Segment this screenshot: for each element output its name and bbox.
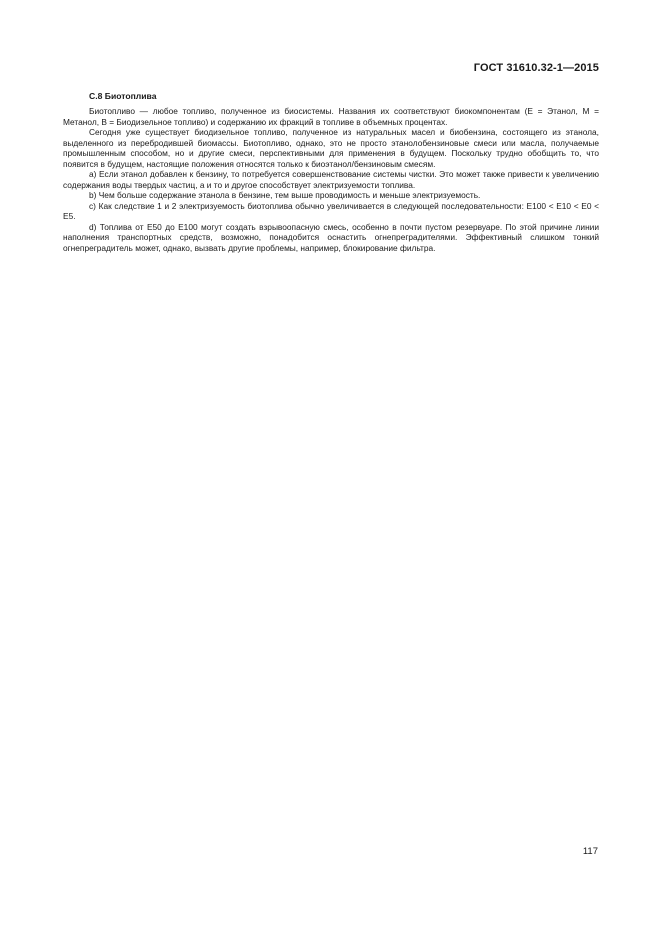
- paragraph-item-d: d) Топлива от Е50 до Е100 могут создать взрывоопасную смесь, особенно в почти пустом резервуаре. По этой причине линии наполнения транспортных средств, возможно, понадобится оснастить огнепреградителями. Эффективный слишком тонкий огнепреградитель может, однако, вызвать другие проблемы, например, блокирование фильтра.: [63, 221, 599, 253]
- document-body: [63, 91, 599, 253]
- standard-code-header: ГОСТ 31610.32-1—2015: [473, 62, 599, 74]
- paragraph-item-a: а) Если этанол добавлен к бензину, то потребуется совершенствование системы чистки. Это может также привести к увеличению содержания воды твердых частиц, а и то и другое способствует электризуемости топлива.: [63, 169, 599, 190]
- paragraph-definition: Биотопливо — любое топливо, полученное из биосистемы. Названия их соответствуют биокомпонентам (Е = Этанол, М = Метанол, В = Биодизельное топливо) и содержанию их фракций в топливе в объемных процентах.: [63, 106, 599, 127]
- section-title: С.8 Биотоплива: [89, 91, 157, 101]
- paragraph-current-state: Сегодня уже существует биодизельное топливо, полученное из натуральных масел и биобензина, состоящего из этанола, выделенного из перебродившей биомассы. Биотопливо, однако, это не просто этанолобензиновые смеси или масла, получаемые промышленным способом, но и другие смеси, перспективными для применения в будущем. Поскольку трудно обобщить то, что появится в будущем, настоящие положения относятся только к биоэтанол/бензиновым смесям.: [63, 127, 599, 169]
- paragraph-item-c: с) Как следствие 1 и 2 электризуемость биотоплива обычно увеличивается в следующей последовательности: Е100 < Е10 < Е0 < Е5.: [63, 200, 599, 221]
- paragraph-item-b: b) Чем больше содержание этанола в бензине, тем выше проводимость и меньше электризуемость.: [89, 190, 481, 200]
- page-number: 117: [582, 846, 598, 857]
